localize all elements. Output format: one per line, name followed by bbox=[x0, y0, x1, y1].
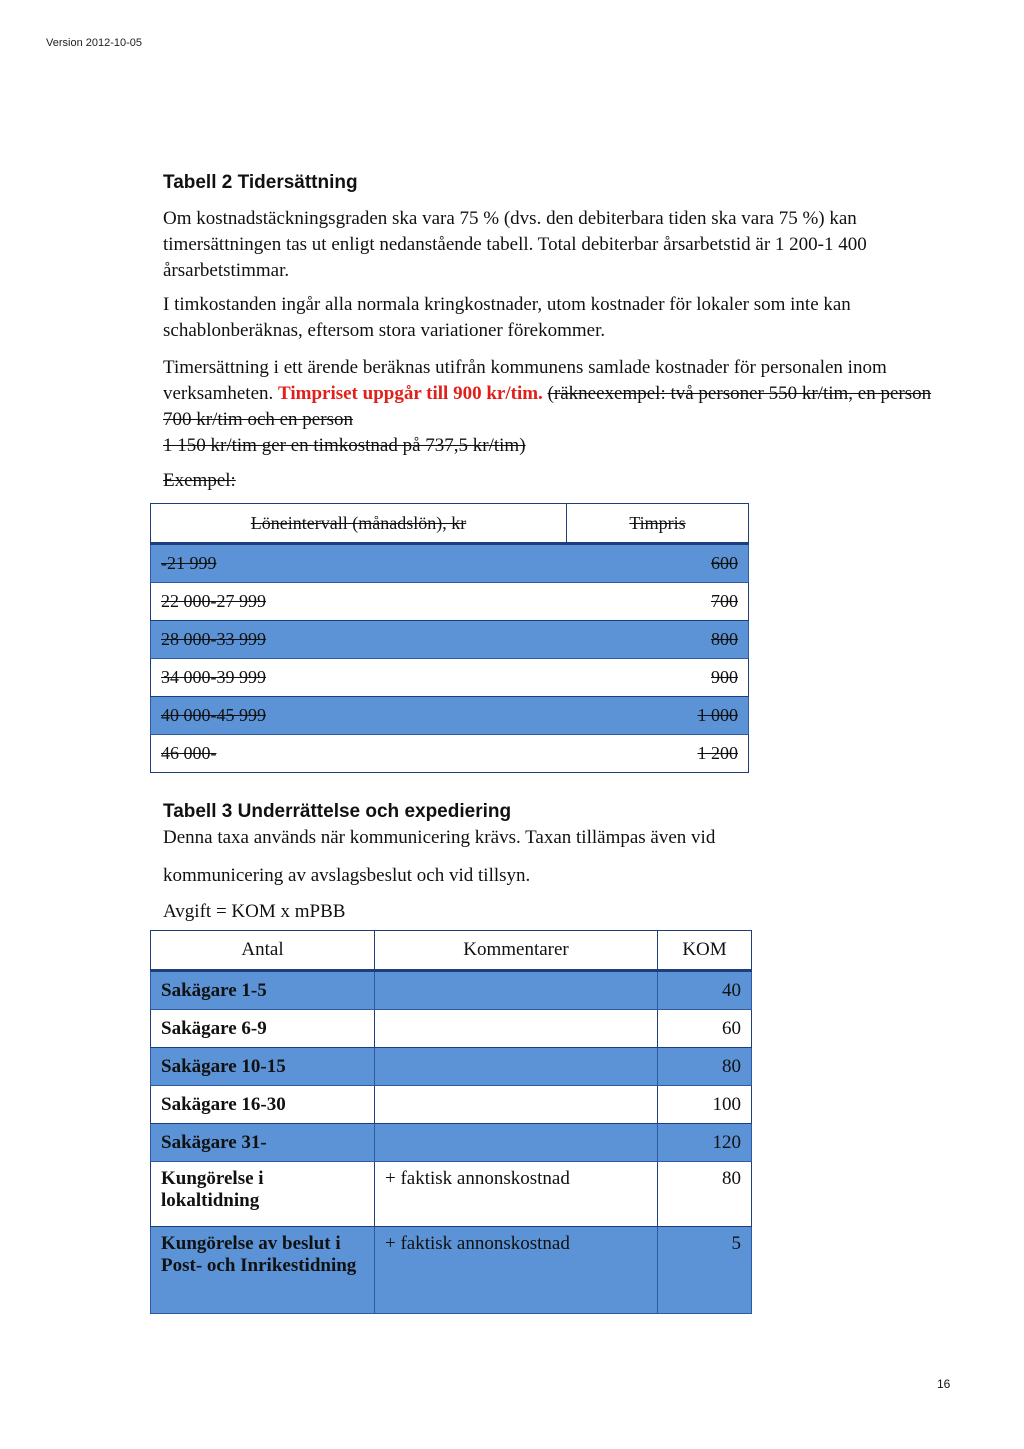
comment-cell bbox=[375, 1086, 658, 1124]
table-row bbox=[151, 697, 749, 735]
comment-cell: + faktisk annonskostnad bbox=[375, 1227, 658, 1314]
table3-heading: Tabell 3 Underrättelse och expediering bbox=[163, 801, 512, 822]
calc-example-struck: (räkneexempel: två personer 550 kr/tim, en person 700 kr/tim och en person bbox=[163, 383, 932, 430]
example-label: Exempel: bbox=[163, 470, 236, 491]
kom-cell: 80 bbox=[658, 1048, 752, 1086]
header-kom: KOM bbox=[658, 931, 752, 971]
comment-cell bbox=[375, 1124, 658, 1162]
comment-cell: + faktisk annonskostnad bbox=[375, 1162, 658, 1227]
antal-cell: Kungörelse av beslut i Post- och Inrikestidning bbox=[151, 1227, 375, 1314]
table-row bbox=[151, 1162, 752, 1227]
antal-cell: Sakägare 31- bbox=[151, 1124, 375, 1162]
antal-cell: Sakägare 16-30 bbox=[151, 1086, 375, 1124]
table-row bbox=[151, 1227, 752, 1314]
table2-heading: Tabell 2 Tidersättning bbox=[163, 172, 358, 193]
kom-cell: 120 bbox=[658, 1124, 752, 1162]
table-header-row bbox=[151, 504, 749, 544]
kom-cell: 60 bbox=[658, 1010, 752, 1048]
comment-cell bbox=[375, 1048, 658, 1086]
header-antal: Antal bbox=[151, 931, 375, 971]
kom-cell: 100 bbox=[658, 1086, 752, 1124]
page-number: 16 bbox=[937, 1377, 951, 1391]
table-row bbox=[151, 1010, 752, 1048]
header-hourly-price: Timpris bbox=[567, 504, 749, 544]
antal-cell: Sakägare 10-15 bbox=[151, 1048, 375, 1086]
price-cell: 1 000 bbox=[567, 697, 749, 735]
version-label: Version 2012-10-05 bbox=[46, 37, 143, 49]
table-row bbox=[151, 583, 749, 621]
antal-cell: Sakägare 1-5 bbox=[151, 971, 375, 1010]
hourly-rate-text: Timersättning i ett ärende beräknas utifrån kommunens samlade kostnader för personalen inom verksamheten. bbox=[163, 357, 887, 404]
cost-paragraph: I timkostanden ingår alla normala kringkostnader, utom kostnader för lokaler som inte kan schablonberäknas, eftersom stora variationer förekommer. bbox=[163, 294, 851, 341]
header-kommentarer: Kommentarer bbox=[375, 931, 658, 971]
table2-intro-paragraph: Om kostnadstäckningsgraden ska vara 75 % (dvs. den debiterbara tiden ska vara 75 %) kan timersättningen tas ut enligt nedanstående tabell. Total debiterbar årsarbetstid är 1 200-1 400 årsarbetstimmar. bbox=[163, 208, 867, 281]
salary-cell: 34 000-39 999 bbox=[151, 659, 567, 697]
hourly-price-highlight: Timpriset uppgår till 900 kr/tim. bbox=[278, 383, 543, 404]
comment-cell bbox=[375, 1010, 658, 1048]
table3-intro-line2: kommunicering av avslagsbeslut och vid tillsyn. bbox=[163, 865, 531, 886]
table-row bbox=[151, 1048, 752, 1086]
table-row bbox=[151, 735, 749, 773]
price-cell: 600 bbox=[567, 544, 749, 583]
table-header-row bbox=[151, 931, 752, 971]
table-row bbox=[151, 1124, 752, 1162]
header-salary-interval: Löneintervall (månadslön), kr bbox=[151, 504, 567, 544]
price-cell: 700 bbox=[567, 583, 749, 621]
kom-cell: 40 bbox=[658, 971, 752, 1010]
antal-cell: Sakägare 6-9 bbox=[151, 1010, 375, 1048]
table-row bbox=[151, 971, 752, 1010]
table3-intro-line1: Denna taxa används när kommunicering krävs. Taxan tillämpas även vid bbox=[163, 827, 716, 848]
salary-cell: 28 000-33 999 bbox=[151, 621, 567, 659]
price-cell: 900 bbox=[567, 659, 749, 697]
salary-cell: 22 000-27 999 bbox=[151, 583, 567, 621]
antal-cell: Kungörelse i lokaltidning bbox=[151, 1162, 375, 1227]
table-row bbox=[151, 659, 749, 697]
calc-example-struck-line2: 1 150 kr/tim ger en timkostnad på 737,5 kr/tim) bbox=[163, 435, 526, 456]
table-row bbox=[151, 544, 749, 583]
table-row bbox=[151, 621, 749, 659]
salary-cell: 40 000-45 999 bbox=[151, 697, 567, 735]
hourly-rate-paragraph bbox=[163, 355, 963, 459]
comment-cell bbox=[375, 971, 658, 1010]
price-cell: 1 200 bbox=[567, 735, 749, 773]
table-row bbox=[151, 1086, 752, 1124]
kom-cell: 80 bbox=[658, 1162, 752, 1227]
kom-cell: 5 bbox=[658, 1227, 752, 1314]
price-cell: 800 bbox=[567, 621, 749, 659]
notification-fee-table bbox=[150, 930, 752, 1314]
salary-hourly-table bbox=[150, 503, 749, 773]
salary-cell: 46 000- bbox=[151, 735, 567, 773]
fee-formula: Avgift = KOM x mPBB bbox=[163, 901, 346, 922]
salary-cell: -21 999 bbox=[151, 544, 567, 583]
